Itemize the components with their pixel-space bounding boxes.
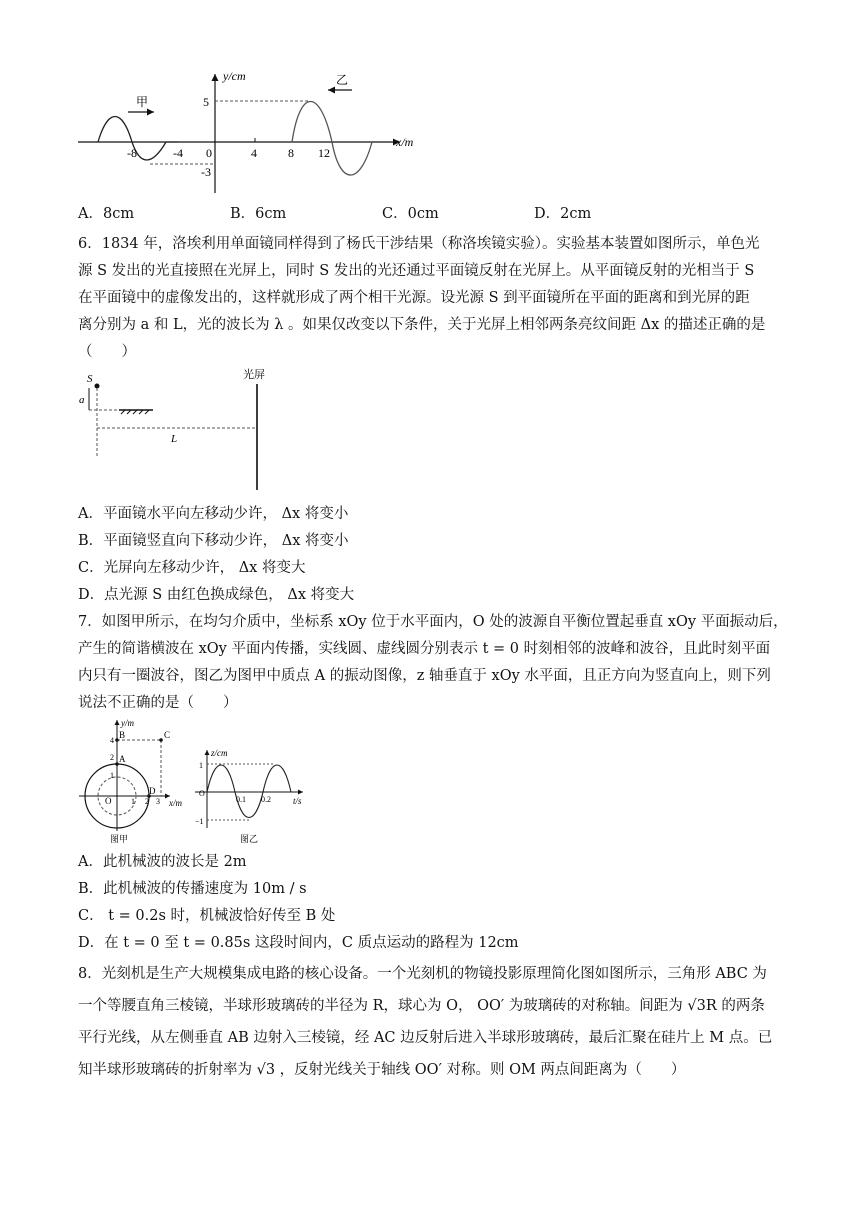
q7-option-d: D．在 t = 0 至 t = 0.85s 这段时间内，C 质点运动的路程为 12cm [78,935,519,951]
svg-text:O: O [105,796,112,806]
fig7a-caption: 图甲 [110,834,129,844]
fig6-a-label: a [79,394,85,406]
q6-text-line: 在平面镜中的虚像发出的，这样就形成了两个相干光源。设光源 S 到平面镜所在平面的距离和到光屏的距 [78,290,750,306]
fig1-tick: -8 [127,146,137,160]
wave-circle-figure [75,716,315,846]
fig6-s-label: S [87,373,93,385]
lloyd-mirror-figure [75,366,285,494]
fig1-tick: 0 [206,146,212,160]
fig6-screen-label: 光屏 [243,369,265,381]
fig1-tick: 8 [288,146,294,160]
q6-text-line: 源 S 发出的光直接照在光屏上，同时 S 发出的光还通过平面镜反射在光屏上。从平面镜反射的光相当于 S [78,263,755,279]
fig7b-ylabel: z/cm [211,748,228,758]
fig1-tick: 12 [318,146,330,160]
q7-option-a: A．此机械波的波长是 2m [78,854,247,870]
q7-text-line: 说法不正确的是（ ） [78,695,238,711]
svg-text:D: D [149,786,156,796]
q7-text-line: 产生的简谐横波在 xOy 平面内传播，实线圆、虚线圆分别表示 t = 0 时刻相邻的波峰和波谷，且此时刻平面 [78,641,771,657]
fig7a-ylabel: y/m [121,718,134,728]
svg-text:B: B [119,730,126,740]
q6-option-a: A．平面镜水平向左移动少许， Δx 将变小 [78,506,349,522]
q5-option-a: A．8cm [78,206,135,222]
svg-text:O: O [199,789,205,798]
svg-text:C: C [164,730,171,740]
q6-option-b: B．平面镜竖直向下移动少许， Δx 将变小 [78,533,349,549]
svg-text:0.1: 0.1 [236,795,246,804]
fig1-ytick: -3 [201,165,211,179]
q7-text-line: 内只有一圈波谷，图乙为图甲中质点 A 的振动图像，z 轴垂直于 xOy 水平面，且正方向为竖直向上，则下列 [78,668,771,684]
q6-option-c: C．光屏向左移动少许， Δx 将变大 [78,560,306,576]
q8-text-line: 平行光线，从左侧垂直 AB 边射入三棱镜，经 AC 边反射后进入半球形玻璃砖，最后汇聚在硅片上 M 点。已 [78,1030,773,1046]
fig1-tick: -4 [173,146,183,160]
q8-text-line: 8．光刻机是生产大规模集成电路的核心设备。一个光刻机的物镜投影原理简化图如图所示，三角形 ABC 为 [78,966,767,982]
q7-option-b: B．此机械波的传播速度为 10m / s [78,881,307,897]
q5-option-b: B．6cm [230,206,287,222]
q6-text-line: 离分别为 a 和 L，光的波长为 λ 。如果仅改变以下条件，关于光屏上相邻两条亮纹间距 Δx 的描述正确的是 [78,317,766,333]
fig1-jia-label: 甲 [136,95,149,109]
q7-text-line: 7．如图甲所示，在均匀介质中，坐标系 xOy 位于水平面内，O 处的波源自平衡位置起垂直 xOy 平面振动后， [78,614,788,630]
q5-option-c: C．0cm [382,206,439,222]
svg-text:2: 2 [110,753,114,762]
q6-option-d: D．点光源 S 由红色换成绿色， Δx 将变大 [78,587,355,603]
svg-text:A: A [119,754,126,764]
fig1-ytick: 5 [203,95,209,109]
svg-text:−1: −1 [195,817,204,826]
svg-text:1: 1 [110,771,114,780]
svg-text:1: 1 [199,761,203,770]
q6-text-line: （ ） [78,344,136,360]
wave-yi [292,102,372,176]
fig1-ylabel: y/cm [223,69,246,83]
fig6-l-label: L [171,433,178,445]
fig1-tick: 4 [251,146,257,160]
fig7a-xlabel: x/m [169,798,182,808]
wave-figure [70,68,430,198]
svg-text:3: 3 [156,797,160,806]
fig7b-caption: 图乙 [240,834,259,844]
q5-option-d: D．2cm [534,206,592,222]
q6-text-line: 6．1834 年，洛埃利用单面镜同样得到了杨氏干涉结果（称洛埃镜实验）。实验基本装置如图所示，单色光 [78,236,760,252]
wave-jia [98,117,178,161]
fig7b-xlabel: t/s [293,796,302,806]
svg-text:2: 2 [145,797,149,806]
svg-text:0.2: 0.2 [261,795,271,804]
q8-text-line: 一个等腰直角三棱镜，半球形玻璃砖的半径为 R，球心为 O， OO′ 为玻璃砖的对称轴。间距为 √3R 的两条 [78,998,765,1014]
q7-option-c: C． t = 0.2s 时，机械波恰好传至 B 处 [78,908,336,924]
svg-text:1: 1 [131,797,135,806]
q8-text-line: 知半球形玻璃砖的折射率为 √3 ，反射光线关于轴线 OO′ 对称。则 OM 两点间距离为（ ） [78,1062,686,1078]
fig1-xlabel: x/m [396,135,414,149]
svg-text:4: 4 [110,736,114,745]
fig1-yi-label: 乙 [336,73,349,87]
